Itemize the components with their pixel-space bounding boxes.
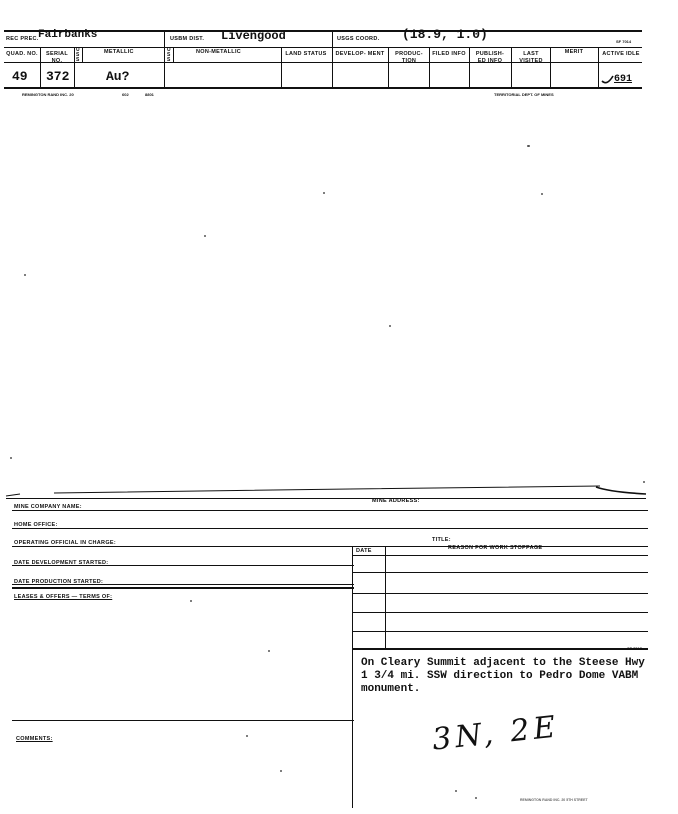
mine-address-label: MINE ADDRESS:	[372, 498, 420, 504]
usgs-coord-value: (18.9, 1.0)	[402, 27, 488, 42]
rule	[12, 510, 648, 511]
printer-code-1: 602	[122, 92, 129, 97]
col-last-visited: LAST VISITED	[519, 51, 543, 64]
rule	[352, 555, 648, 556]
rule	[352, 631, 648, 632]
rec-prec-label: REC PREC.	[6, 36, 39, 42]
date-production-label: DATE PRODUCTION STARTED:	[14, 579, 104, 585]
mine-company-name-label: MINE COMPANY NAME:	[14, 504, 82, 510]
rule	[352, 546, 353, 808]
record-quad: 49	[12, 69, 28, 84]
record-metallic: Au?	[106, 69, 130, 84]
speck	[246, 735, 248, 737]
comments-label: COMMENTS:	[16, 736, 53, 742]
speck	[541, 193, 543, 195]
rule	[12, 587, 354, 589]
speck	[204, 235, 206, 237]
col-quad-no-text: QUAD. NO.	[6, 51, 38, 57]
rule	[388, 47, 389, 87]
rule	[352, 593, 648, 594]
rule	[429, 47, 430, 87]
title-label: TITLE:	[432, 537, 451, 543]
col-uss2: U S S	[167, 47, 171, 63]
usbm-dist-value: Livengood	[221, 29, 286, 43]
usgs-coord-label: USGS COORD.	[337, 36, 380, 42]
col-serial-no-text: SERIAL NO.	[46, 51, 68, 64]
rule	[550, 47, 551, 87]
rule	[173, 47, 174, 62]
rule	[352, 612, 648, 613]
rule	[74, 47, 75, 87]
speck	[455, 790, 457, 792]
rule	[12, 546, 648, 547]
rec-prec-value: Fairbanks	[38, 29, 98, 41]
location-line-2: 1 3/4 mi. SSW direction to Pedro Dome VABM	[361, 670, 639, 682]
rule	[6, 498, 646, 499]
rule	[511, 47, 512, 87]
rule	[164, 30, 165, 87]
home-office-label: HOME OFFICE:	[14, 522, 58, 528]
location-line-3: monument.	[361, 683, 421, 695]
rule	[4, 30, 642, 32]
reason-column-header: REASON FOR WORK STOPPAGE	[448, 545, 543, 551]
speck	[323, 192, 325, 194]
location-description	[361, 657, 645, 696]
rule	[4, 47, 642, 48]
printer-imprint: REMINGTON RAND INC. 20	[22, 92, 74, 97]
rule	[12, 720, 354, 721]
operating-official-label: OPERATING OFFICIAL IN CHARGE:	[14, 540, 116, 546]
col-uss1: U S S	[76, 47, 80, 63]
col-serial-no	[40, 51, 74, 65]
rule	[385, 546, 386, 648]
date-development-label: DATE DEVELOPMENT STARTED:	[14, 560, 109, 566]
rule	[598, 47, 599, 87]
rule	[332, 30, 333, 87]
col-development: DEVELOP- MENT	[335, 51, 385, 57]
col-active-idle: ACTIVE IDLE	[602, 51, 640, 57]
card-edge	[0, 476, 678, 506]
speck	[24, 274, 26, 276]
form-number-2: SF 7015	[627, 646, 643, 651]
col-metallic: METALLIC	[104, 49, 134, 55]
speck	[280, 770, 282, 772]
speck	[190, 600, 192, 602]
col-production: PRODUC- TION	[395, 51, 423, 64]
col-land-status: LAND STATUS	[285, 51, 327, 57]
speck	[527, 145, 530, 147]
date-column-header: DATE	[356, 548, 372, 554]
speck	[475, 797, 477, 799]
rule	[352, 648, 648, 650]
usbm-dist-label: USBM DIST.	[170, 36, 205, 42]
form-number: SF 7014	[616, 39, 632, 44]
department-imprint: TERRITORIAL DEPT. OF MINES	[494, 92, 554, 97]
speck	[268, 650, 270, 652]
rule	[4, 87, 642, 89]
rule	[12, 528, 648, 529]
speck	[389, 325, 391, 327]
printer-code-2: 8801	[145, 92, 154, 97]
speck	[10, 457, 12, 459]
leases-label: LEASES & OFFERS — TERMS OF:	[14, 594, 113, 600]
col-non-metallic: NON-METALLIC	[196, 49, 242, 55]
record-active-idle: 691	[614, 74, 633, 85]
bottom-imprint: REMINGTON RAND INC. 20 5TH STREET	[520, 798, 588, 802]
col-merit: MERIT	[564, 49, 584, 55]
location-line-1: On Cleary Summit adjacent to the Steese Hwy	[361, 657, 645, 669]
handwritten-township: 3N, 2E	[430, 709, 561, 758]
rule	[352, 572, 648, 573]
check-mark-icon	[601, 74, 615, 86]
col-published-info: PUBLISH- ED INFO	[475, 51, 505, 64]
col-quad-no	[6, 51, 38, 58]
rule	[281, 47, 282, 87]
rule	[469, 47, 470, 87]
rule	[82, 47, 83, 62]
col-filed-info: FILED INFO	[432, 51, 466, 57]
record-serial: 372	[46, 69, 70, 84]
